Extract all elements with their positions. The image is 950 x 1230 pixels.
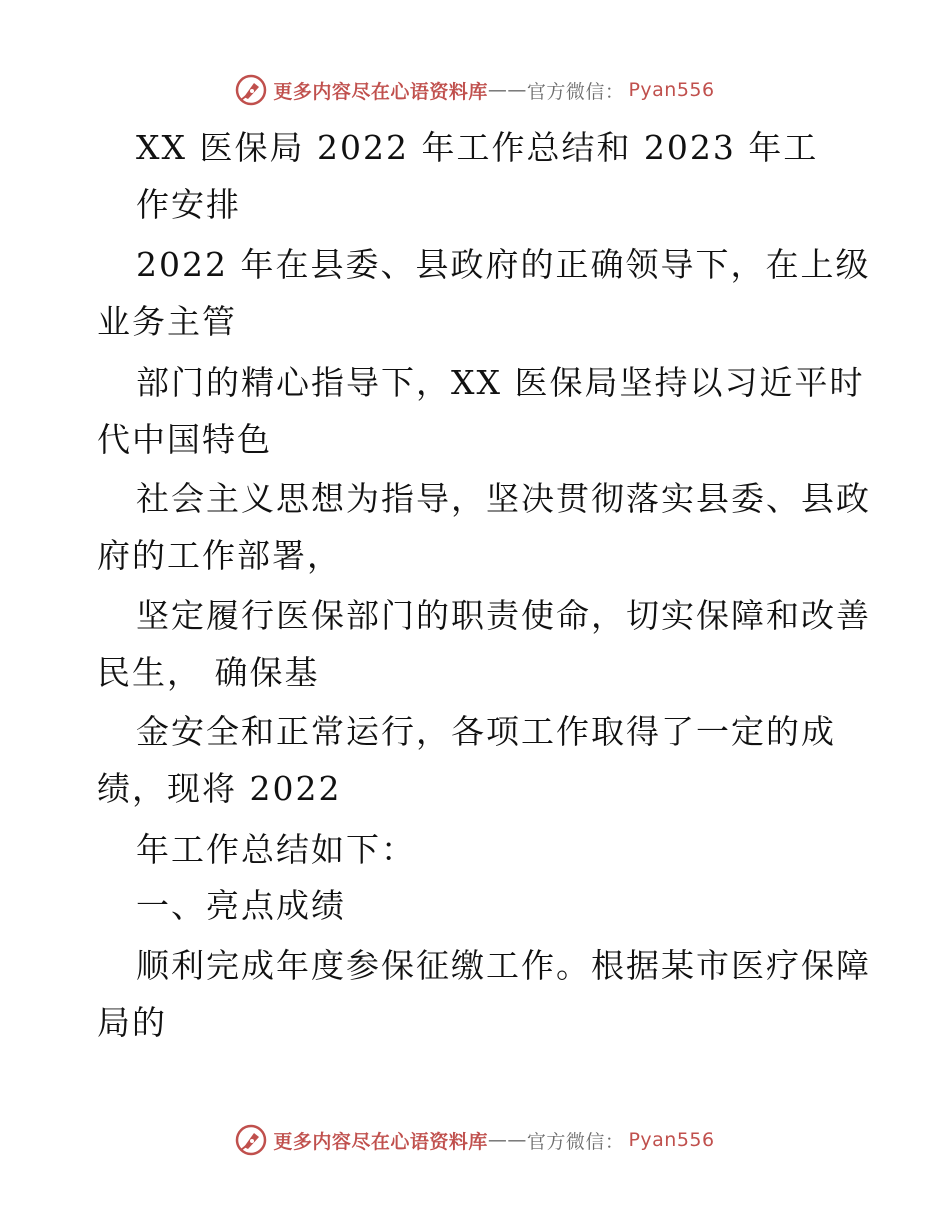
paragraph-line: 坚定履行医保部门的职责使命，切实保障和改善 bbox=[136, 596, 871, 635]
paragraph-line: 2022 年在县委、县政府的正确领导下，在上级 bbox=[136, 245, 871, 284]
paragraph-line: 绩，现将 2022 bbox=[97, 769, 342, 808]
paragraph-line: 代中国特色 bbox=[97, 420, 272, 459]
watermark-wechat-label: 官方微信： bbox=[526, 80, 625, 103]
paragraph-line: 部门的精心指导下，XX 医保局坚持以习近平时 bbox=[136, 363, 865, 402]
watermark-separator: —— bbox=[487, 1129, 527, 1151]
watermark-brand-text: 更多内容尽在心语资料库 bbox=[273, 80, 488, 103]
watermark-wechat-id: Pyan556 bbox=[628, 1129, 715, 1151]
paragraph-line: 府的工作部署， bbox=[97, 536, 342, 575]
document-title-line-1: XX 医保局 2022 年工作总结和 2023 年工 bbox=[136, 128, 819, 167]
document-title-line-2: 作安排 bbox=[136, 185, 241, 224]
watermark-brand-text: 更多内容尽在心语资料库 bbox=[273, 1130, 488, 1153]
watermark-separator: —— bbox=[487, 79, 527, 101]
watermark-wechat-id: Pyan556 bbox=[628, 79, 715, 101]
paragraph-line: 社会主义思想为指导，坚决贯彻落实县委、县政 bbox=[136, 479, 871, 518]
paragraph-line: 民生， 确保基 bbox=[97, 653, 320, 692]
paragraph-line: 年工作总结如下： bbox=[136, 830, 416, 869]
paragraph-line: 业务主管 bbox=[97, 302, 237, 341]
watermark-wechat-label: 官方微信： bbox=[526, 1130, 625, 1153]
watermark-banner-bottom bbox=[0, 1120, 950, 1160]
paragraph-line: 金安全和正常运行，各项工作取得了一定的成 bbox=[136, 712, 836, 751]
section-heading: 一、亮点成绩 bbox=[136, 886, 346, 925]
pen-nib-circle-icon bbox=[235, 1124, 267, 1156]
paragraph-line: 局的 bbox=[97, 1003, 167, 1042]
paragraph-line: 顺利完成年度参保征缴工作。根据某市医疗保障 bbox=[136, 946, 871, 985]
